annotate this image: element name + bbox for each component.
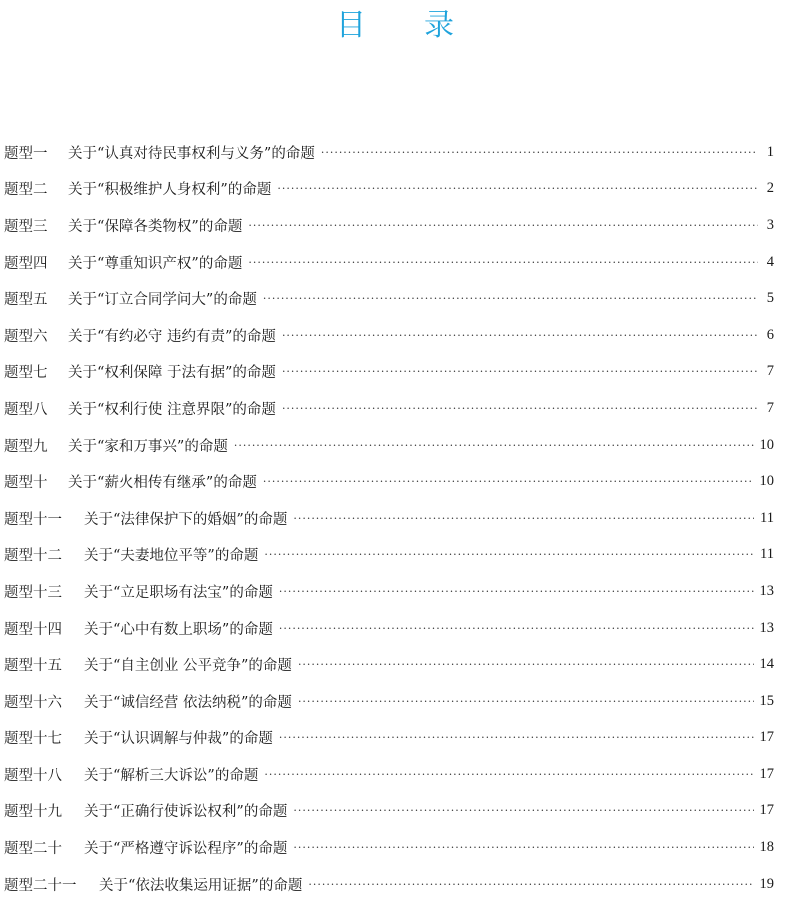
entry-page: 7 [766, 399, 774, 416]
page-title [0, 6, 790, 46]
entry-page: 13 [759, 619, 774, 636]
entry-number: 题型十九 [4, 804, 62, 821]
entry-number: 题型十五 [4, 658, 62, 675]
toc-entry[interactable] [4, 171, 774, 208]
entry-number: 题型九 [4, 438, 48, 455]
entry-number: 题型四 [4, 255, 48, 272]
dot-leader [293, 841, 753, 854]
entry-page: 19 [759, 875, 774, 892]
toc-entry[interactable] [4, 866, 774, 902]
dot-leader [308, 878, 753, 891]
entry-number: 题型十 [4, 475, 48, 492]
entry-title: 关于“尊重知识产权”的命题 [68, 255, 243, 272]
dot-leader [321, 146, 758, 159]
entry-title: 关于“立足职场有法宝”的命题 [84, 584, 273, 601]
dot-leader [282, 402, 758, 415]
toc-entry[interactable] [4, 354, 774, 391]
entry-page: 13 [759, 582, 774, 599]
entry-title: 关于“自主创业 公平竞争”的命题 [84, 658, 292, 675]
toc-entry[interactable] [4, 317, 774, 354]
entry-title: 关于“认真对待民事权利与义务”的命题 [68, 145, 315, 162]
entry-title: 关于“法律保护下的婚姻”的命题 [84, 511, 288, 528]
entry-page: 17 [759, 729, 774, 746]
dot-leader [282, 329, 758, 342]
dot-leader [293, 512, 754, 525]
dot-leader [279, 622, 754, 635]
entry-title: 关于“正确行使诉讼权利”的命题 [84, 804, 288, 821]
toc-entry[interactable] [4, 610, 774, 647]
entry-number: 题型十二 [4, 548, 62, 565]
entry-title: 关于“有约必守 违约有责”的命题 [68, 328, 276, 345]
entry-page: 17 [759, 802, 774, 819]
toc-entry[interactable] [4, 537, 774, 574]
dot-leader [279, 585, 754, 598]
entry-number: 题型二十 [4, 841, 62, 858]
entry-page: 10 [759, 473, 774, 490]
entry-number: 题型二 [4, 182, 48, 199]
entry-page: 18 [759, 839, 774, 856]
entry-page: 2 [766, 180, 774, 197]
table-of-contents [4, 134, 774, 902]
entry-number: 题型十四 [4, 621, 62, 638]
entry-page: 4 [766, 253, 774, 270]
entry-number: 题型十一 [4, 511, 62, 528]
toc-entry[interactable] [4, 720, 774, 757]
dot-leader [277, 182, 758, 195]
toc-entry[interactable] [4, 756, 774, 793]
dot-leader [234, 439, 754, 452]
toc-entry[interactable] [4, 500, 774, 537]
entry-page: 17 [759, 765, 774, 782]
dot-leader [298, 695, 754, 708]
toc-entry[interactable] [4, 829, 774, 866]
entry-page: 6 [766, 326, 774, 343]
entry-title: 关于“薪火相传有继承”的命题 [68, 475, 257, 492]
toc-entry[interactable] [4, 646, 774, 683]
entry-title: 关于“依法收集运用证据”的命题 [99, 877, 303, 894]
dot-leader [263, 292, 758, 305]
entry-title: 关于“家和万事兴”的命题 [68, 438, 228, 455]
dot-leader [282, 365, 758, 378]
entry-page: 3 [766, 216, 774, 233]
entry-title: 关于“认识调解与仲裁”的命题 [84, 731, 273, 748]
toc-entry[interactable] [4, 463, 774, 500]
toc-entry[interactable] [4, 207, 774, 244]
entry-page: 15 [759, 692, 774, 709]
entry-title: 关于“夫妻地位平等”的命题 [84, 548, 259, 565]
title-char-2: 录 [424, 8, 454, 43]
entry-title: 关于“积极维护人身权利”的命题 [68, 182, 272, 199]
entry-number: 题型三 [4, 218, 48, 235]
toc-entry[interactable] [4, 683, 774, 720]
toc-entry[interactable] [4, 244, 774, 281]
entry-title: 关于“心中有数上职场”的命题 [84, 621, 273, 638]
dot-leader [264, 768, 753, 781]
dot-leader [248, 219, 758, 232]
entry-page: 11 [760, 509, 774, 526]
entry-page: 1 [766, 143, 774, 160]
dot-leader [264, 548, 754, 561]
dot-leader [279, 731, 754, 744]
entry-number: 题型六 [4, 328, 48, 345]
entry-title: 关于“诚信经营 依法纳税”的命题 [84, 694, 292, 711]
entry-number: 题型八 [4, 401, 48, 418]
dot-leader [248, 256, 758, 269]
entry-page: 7 [766, 363, 774, 380]
entry-number: 题型二十一 [4, 877, 77, 894]
title-char-1: 目 [336, 8, 366, 43]
entry-page: 10 [759, 436, 774, 453]
toc-entry[interactable] [4, 793, 774, 830]
dot-leader [298, 658, 754, 671]
entry-number: 题型十三 [4, 584, 62, 601]
toc-entry[interactable] [4, 390, 774, 427]
toc-entry[interactable] [4, 134, 774, 171]
entry-number: 题型一 [4, 145, 48, 162]
entry-title: 关于“权利保障 于法有据”的命题 [68, 365, 276, 382]
entry-title: 关于“解析三大诉讼”的命题 [84, 767, 259, 784]
entry-number: 题型七 [4, 365, 48, 382]
entry-number: 题型五 [4, 292, 48, 309]
entry-page: 11 [760, 546, 774, 563]
entry-title: 关于“权利行使 注意界限”的命题 [68, 401, 276, 418]
dot-leader [293, 804, 753, 817]
dot-leader [263, 475, 754, 488]
entry-title: 关于“严格遵守诉讼程序”的命题 [84, 841, 288, 858]
entry-title: 关于“保障各类物权”的命题 [68, 218, 243, 235]
entry-page: 5 [766, 290, 774, 307]
entry-number: 题型十八 [4, 767, 62, 784]
toc-entry[interactable] [4, 280, 774, 317]
toc-entry[interactable] [4, 573, 774, 610]
entry-title: 关于“订立合同学问大”的命题 [68, 292, 257, 309]
entry-number: 题型十七 [4, 731, 62, 748]
toc-entry[interactable] [4, 427, 774, 464]
entry-number: 题型十六 [4, 694, 62, 711]
entry-page: 14 [759, 656, 774, 673]
